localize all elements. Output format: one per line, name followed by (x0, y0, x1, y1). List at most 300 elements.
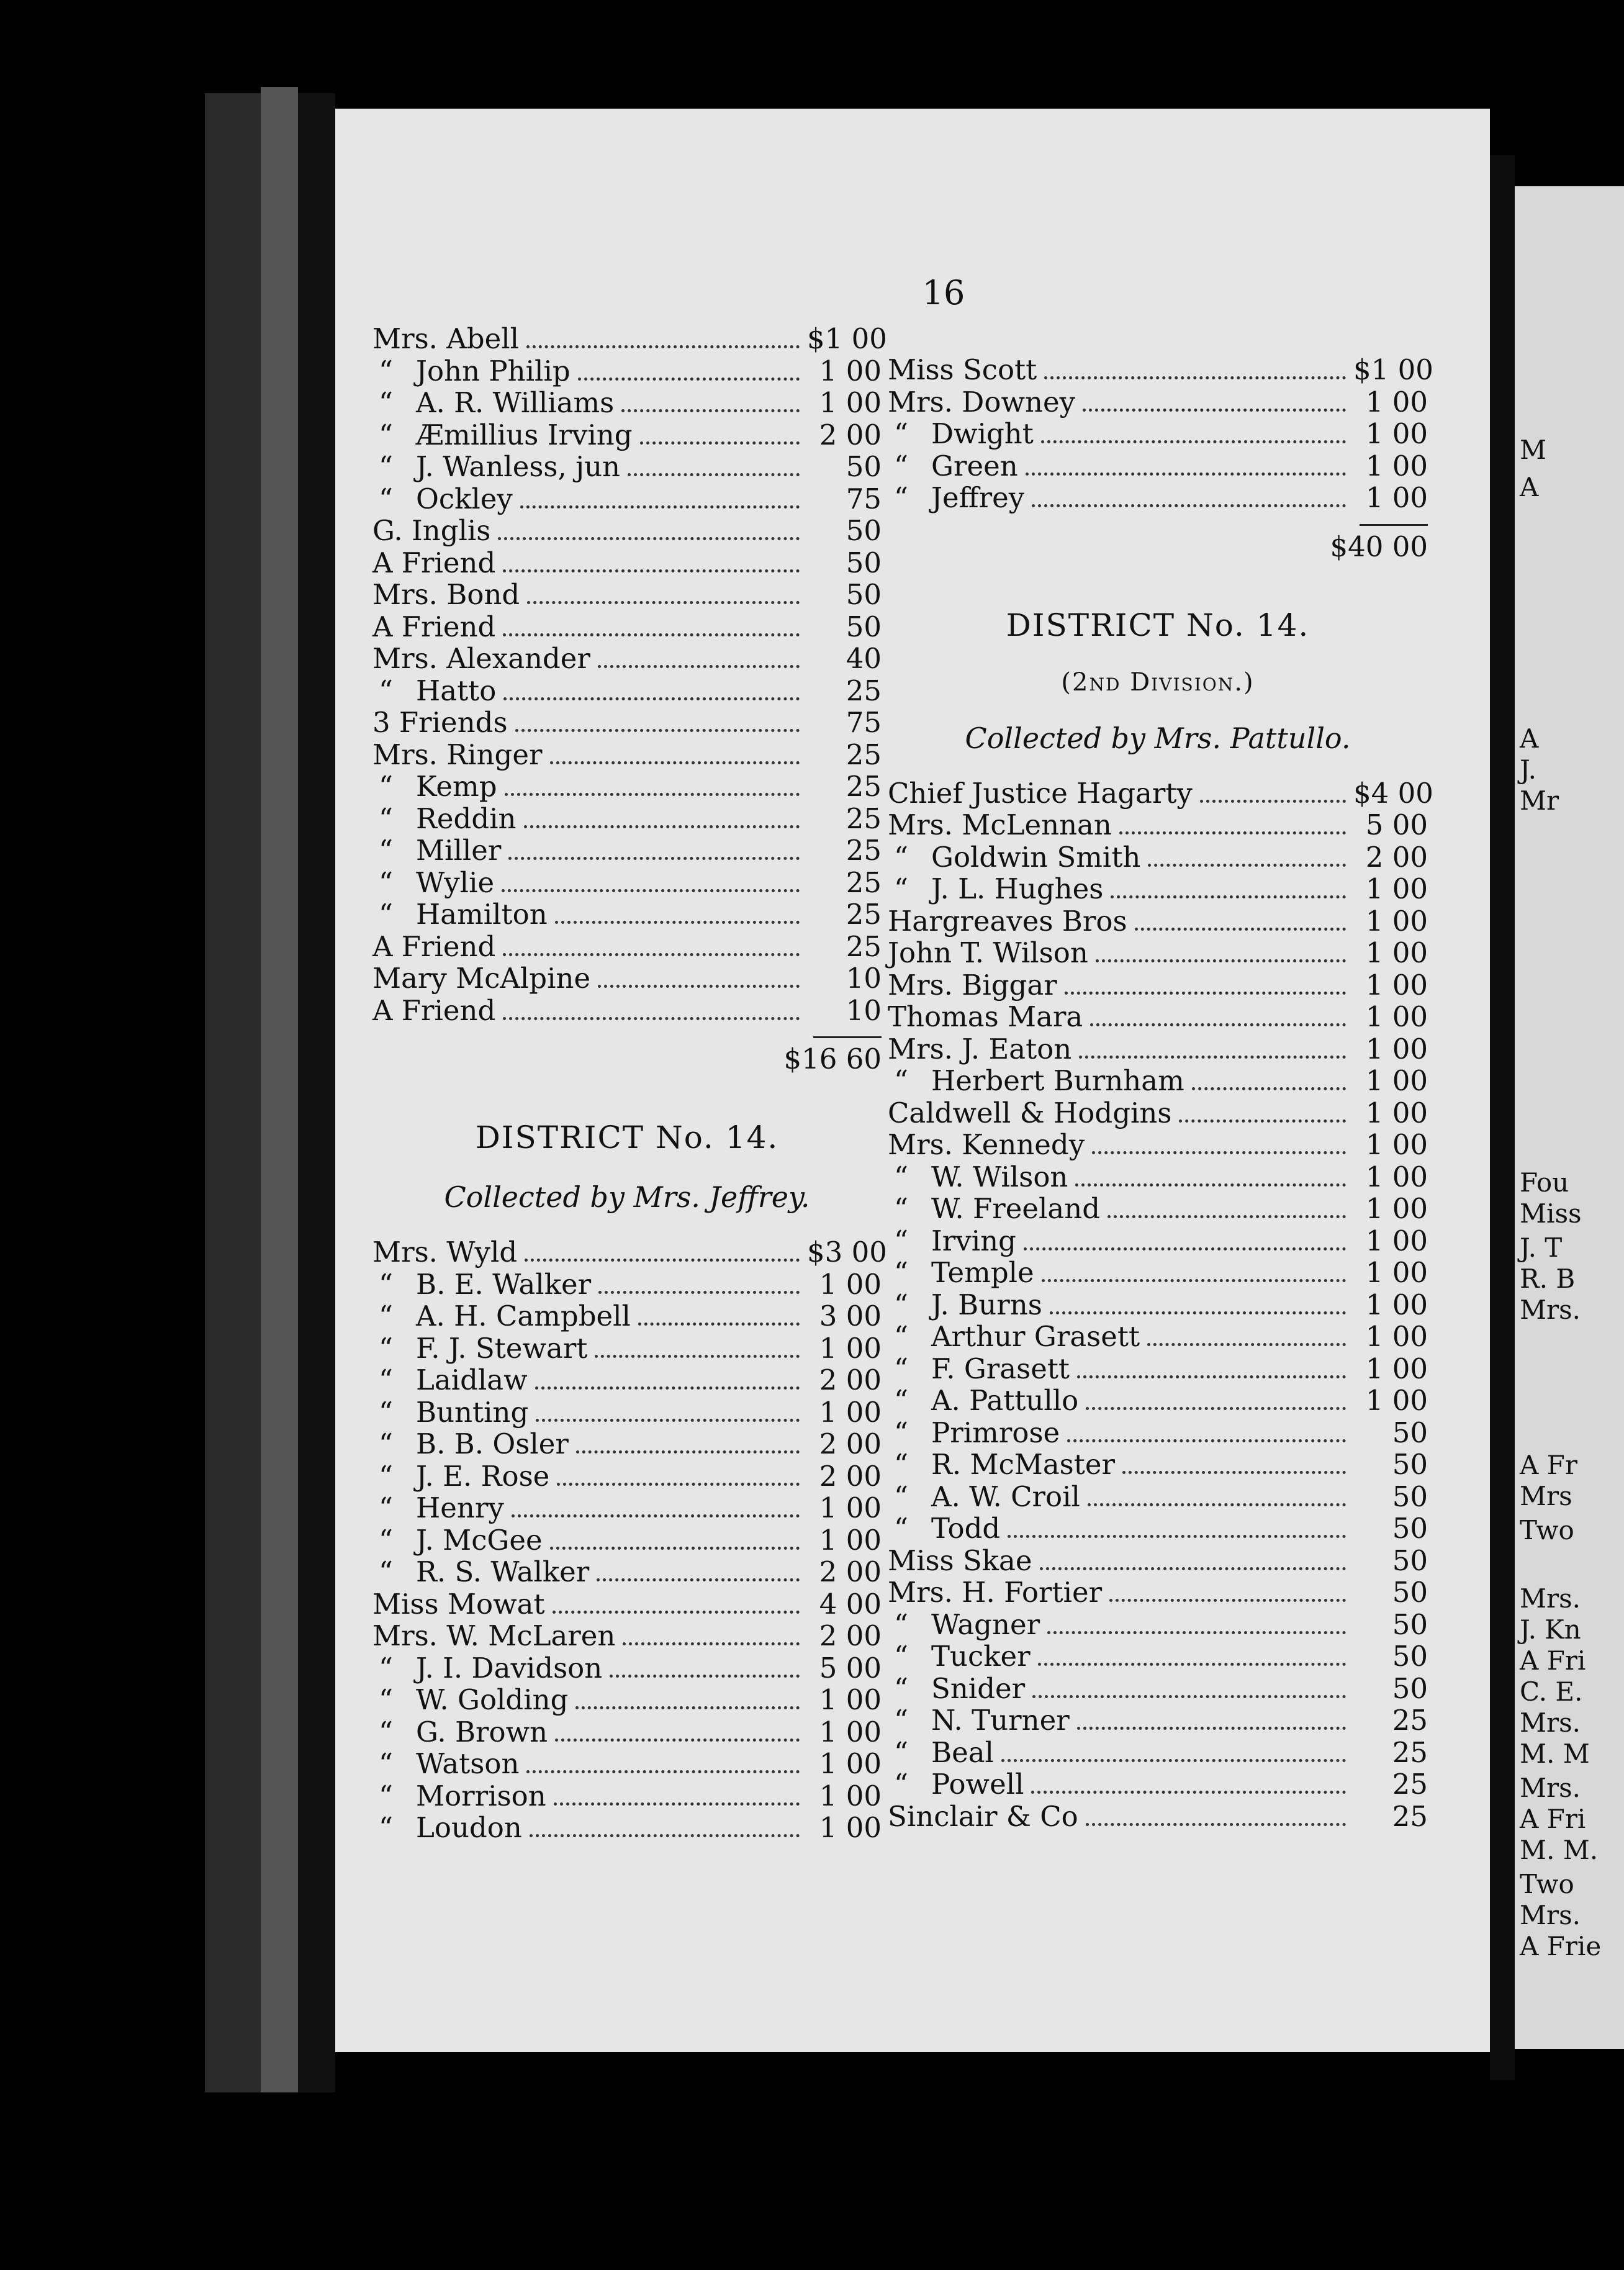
contributor-name (888, 1704, 1070, 1737)
contributor-name-text: Arthur Grasett (931, 1320, 1140, 1353)
contribution-row (888, 386, 1428, 418)
ditto-mark: “ (379, 1395, 394, 1429)
contribution-row (888, 418, 1428, 450)
contribution-row (888, 1129, 1428, 1161)
ditto-mark: “ (894, 1512, 909, 1545)
ditto-mark: “ (379, 1747, 394, 1780)
ditto-mark: “ (894, 1671, 909, 1705)
ditto-mark: “ (894, 1735, 909, 1769)
leader-dots (1024, 1247, 1346, 1250)
ditto-mark: “ (379, 418, 394, 451)
leader-dots (621, 409, 800, 412)
contributor-name (888, 418, 1034, 450)
contributor-name-text: J. E. Rose (416, 1459, 550, 1493)
contribution-amount: 25 (846, 834, 882, 867)
contributor-name-text: W. Golding (416, 1683, 569, 1716)
ditto-mark: “ (894, 1224, 909, 1257)
contribution-amount: 1 00 (1365, 968, 1428, 1002)
leader-dots (1109, 1599, 1346, 1602)
contribution-amount: 1 00 (819, 1715, 882, 1748)
contributor-name (372, 739, 543, 771)
leader-dots (1079, 1056, 1346, 1059)
contribution-row (372, 675, 882, 707)
leader-dots (575, 1706, 800, 1709)
contribution-row (372, 1236, 887, 1268)
contributor-name (888, 809, 1112, 841)
leader-dots (1179, 1119, 1346, 1123)
contributor-name-text: Watson (416, 1747, 520, 1780)
contribution-amount: 40 (846, 642, 882, 675)
ditto-mark: “ (894, 1064, 909, 1097)
contribution-amount: 1 00 (819, 386, 882, 419)
ditto-mark: “ (379, 1300, 394, 1332)
contributor-name (888, 450, 1018, 482)
contribution-row (372, 515, 882, 547)
contribution-row (372, 834, 882, 867)
next-page-fragment: A Fr (1520, 1450, 1577, 1480)
contribution-row (888, 969, 1428, 1002)
leader-dots (598, 665, 800, 668)
contributor-name (372, 1556, 589, 1588)
contributor-name (888, 1289, 1042, 1321)
leader-dots (1077, 1727, 1346, 1730)
contribution-row (372, 322, 887, 355)
ditto-mark: “ (894, 1288, 909, 1321)
contributor-name (888, 1065, 1184, 1097)
contributor-name (888, 873, 1103, 905)
contribution-row (888, 1001, 1428, 1033)
contribution-row (888, 776, 1433, 810)
contributor-name-text: Irving (931, 1224, 1016, 1257)
contribution-amount: 5 00 (819, 1651, 882, 1684)
contribution-row (372, 1620, 882, 1652)
contribution-amount: 25 (846, 738, 882, 771)
leader-dots (1038, 1663, 1346, 1666)
contribution-amount: $4 00 (1353, 776, 1433, 810)
leader-dots (520, 505, 800, 509)
contribution-amount: 2 00 (819, 1459, 882, 1493)
contributor-name (888, 1321, 1140, 1353)
next-page-fragment: Miss (1520, 1198, 1582, 1229)
contributor-name (372, 515, 490, 547)
contribution-amount: 1 00 (1365, 1032, 1428, 1065)
contributor-name-text: Mrs. Downey (888, 385, 1076, 418)
contribution-amount: 1 00 (1365, 1352, 1428, 1385)
contributor-name (372, 611, 495, 643)
contribution-amount: 1 00 (1365, 1384, 1428, 1417)
next-page-fragment: J. T (1520, 1232, 1563, 1263)
contributor-name-text: Green (931, 449, 1018, 482)
contribution-amount: 25 (846, 929, 882, 963)
contribution-amount: 25 (1392, 1735, 1428, 1769)
district-heading: DISTRICT No. 14. (475, 1119, 779, 1155)
contributor-name (372, 1780, 546, 1812)
contributor-name-text: Hamilton (416, 898, 548, 931)
contribution-amount: 1 00 (1365, 1160, 1428, 1193)
contribution-row (372, 579, 882, 611)
book-gutter (1490, 155, 1515, 2080)
next-page-edge (1515, 186, 1624, 2049)
contributor-name (372, 1524, 543, 1557)
leader-dots (555, 921, 800, 924)
contributor-name (372, 1396, 528, 1429)
contribution-amount: 1 00 (819, 1267, 882, 1301)
contributor-name (372, 323, 519, 355)
leader-dots (1041, 440, 1346, 443)
contributor-name (372, 451, 620, 483)
contribution-row (888, 353, 1433, 386)
contributor-name (888, 937, 1088, 969)
contribution-amount: 25 (846, 770, 882, 803)
contribution-row (372, 451, 882, 483)
leader-dots (576, 1450, 800, 1454)
contribution-amount: 1 00 (819, 1523, 882, 1557)
contribution-amount: 1 00 (1365, 417, 1428, 450)
leader-dots (1148, 864, 1346, 867)
page-stack-edge (261, 87, 298, 2092)
contribution-row (888, 1353, 1428, 1385)
right-entries-bottom (888, 776, 1433, 1833)
contribution-amount: 1 00 (1365, 1256, 1428, 1289)
leader-dots (498, 537, 800, 540)
contribution-row (372, 867, 882, 899)
contribution-row (888, 809, 1428, 841)
contribution-amount: 25 (1392, 1704, 1428, 1737)
contribution-amount: 25 (846, 866, 882, 899)
contributor-name-text: F. J. Stewart (416, 1331, 588, 1365)
leader-dots (503, 1017, 800, 1020)
leader-dots (1088, 1503, 1346, 1506)
contributor-name-text: F. Grasett (931, 1352, 1070, 1385)
contributor-name (372, 1652, 602, 1684)
contribution-amount: 1 00 (1365, 936, 1428, 969)
contribution-amount: 1 00 (819, 1395, 882, 1429)
leader-dots (1111, 895, 1346, 898)
ditto-mark: “ (894, 1384, 909, 1417)
contributor-name (888, 841, 1140, 874)
contribution-amount: 25 (1392, 1768, 1428, 1801)
ditto-mark: “ (379, 386, 394, 419)
contribution-row (372, 1652, 882, 1684)
ditto-mark: “ (379, 1267, 394, 1301)
leader-dots (623, 1642, 800, 1645)
ditto-mark: “ (379, 450, 394, 483)
contributor-name-text: J. Burns (931, 1288, 1042, 1321)
division-subheading: (2nd Division.) (1061, 667, 1255, 697)
contributor-name-text: Dwight (931, 417, 1034, 450)
leader-dots (1032, 504, 1346, 507)
contribution-row (888, 1801, 1428, 1833)
contributor-name (888, 1609, 1040, 1641)
contributor-name (372, 1588, 545, 1621)
next-page-fragment: R. B (1520, 1264, 1576, 1294)
ditto-mark: “ (379, 1523, 394, 1557)
contributor-name-text: Jeffrey (931, 481, 1025, 514)
contribution-row (888, 1768, 1428, 1801)
contributor-name (888, 1385, 1078, 1417)
next-page-fragment: A (1520, 723, 1539, 754)
contributor-name-text: Mrs. Kennedy (888, 1128, 1085, 1161)
next-page-fragment: Mrs (1520, 1481, 1572, 1511)
leader-dots (1026, 473, 1346, 476)
next-page-fragment: Mr (1520, 785, 1559, 816)
contributor-name (888, 1576, 1102, 1609)
contribution-row (372, 1524, 882, 1557)
contribution-row (888, 1417, 1428, 1449)
leader-dots (640, 441, 800, 445)
leader-dots (1075, 1183, 1346, 1187)
contributor-name-text: Hargreaves Bros (888, 904, 1127, 938)
contribution-row (888, 1481, 1428, 1513)
contribution-amount: 50 (846, 514, 882, 547)
ditto-mark: “ (894, 1256, 909, 1289)
contributor-name (372, 1268, 591, 1301)
contribution-row (372, 1588, 882, 1621)
contributor-name-text: Sinclair & Co (888, 1799, 1078, 1833)
contributor-name-text: Kemp (416, 770, 497, 803)
next-page-fragment: A (1520, 472, 1539, 502)
contributor-name (372, 1684, 568, 1716)
leader-dots (1086, 1823, 1346, 1826)
leader-dots (527, 601, 800, 604)
ditto-mark: “ (379, 1459, 394, 1493)
next-page-fragment: C. E. (1520, 1676, 1583, 1707)
contributor-name (372, 355, 571, 387)
leader-dots (1040, 1567, 1346, 1570)
leader-dots (1092, 1151, 1346, 1154)
contributor-name-text: A Friend (372, 546, 496, 579)
contributor-name-text: W. Wilson (931, 1160, 1068, 1193)
contributor-name-text: Mrs. H. Fortier (888, 1576, 1103, 1609)
contribution-row (888, 1737, 1428, 1769)
contribution-amount: 50 (1392, 1544, 1428, 1577)
contribution-row (888, 450, 1428, 482)
contributor-name-text: A Friend (372, 929, 496, 963)
contributor-name-text: A. R. Williams (416, 386, 615, 419)
contribution-amount: 4 00 (819, 1587, 882, 1621)
contribution-row (888, 1257, 1428, 1289)
contributor-name (372, 547, 495, 579)
contributor-name-text: R. S. Walker (416, 1555, 590, 1588)
ditto-mark: “ (894, 449, 909, 482)
leader-dots (1008, 1535, 1346, 1538)
contributor-name (888, 1161, 1068, 1193)
contribution-amount: 50 (846, 546, 882, 579)
leader-dots (536, 1419, 800, 1422)
contributor-name (372, 1812, 522, 1844)
contributor-name-text: Mrs. Alexander (372, 642, 590, 675)
contributor-name (372, 1492, 504, 1524)
contribution-row (372, 1780, 882, 1812)
leader-dots (1001, 1759, 1346, 1762)
sum-rule (1360, 524, 1428, 526)
contributor-name-text: A. H. Campbell (416, 1300, 631, 1332)
contribution-amount: 50 (1392, 1416, 1428, 1449)
next-page-fragment: Mrs. (1520, 1583, 1581, 1614)
contributor-name-text: Laidlaw (416, 1363, 528, 1396)
contribution-amount: 1 00 (819, 1747, 882, 1780)
contribution-amount: 10 (846, 962, 882, 995)
next-page-fragment: A Fri (1520, 1645, 1586, 1676)
contribution-amount: 1 00 (819, 1331, 882, 1365)
contribution-row (888, 1385, 1428, 1417)
contribution-row (888, 1225, 1428, 1257)
next-page-fragment: Fou (1520, 1167, 1569, 1198)
contributor-name (888, 1417, 1060, 1449)
contributor-name (888, 1673, 1025, 1705)
ditto-mark: “ (379, 1331, 394, 1365)
contributor-name (888, 1737, 994, 1769)
contributor-name (372, 995, 495, 1027)
contribution-row (372, 611, 882, 643)
contribution-amount: 50 (846, 578, 882, 611)
contributor-name (372, 803, 517, 835)
next-page-fragment: M. M (1520, 1739, 1590, 1769)
contributor-name-text: Mrs. Ringer (372, 738, 543, 771)
contribution-row (888, 1513, 1428, 1545)
contribution-row (372, 771, 882, 803)
contributor-name (372, 1236, 517, 1268)
contribution-row (372, 1460, 882, 1493)
contribution-amount: 1 00 (1365, 1192, 1428, 1225)
leader-dots (1083, 409, 1346, 412)
leader-dots (1065, 992, 1346, 995)
contribution-row (888, 1289, 1428, 1321)
contributor-name (372, 1332, 587, 1365)
contributor-name (372, 931, 495, 963)
leader-dots (525, 1259, 800, 1262)
contribution-amount: 1 00 (1365, 449, 1428, 482)
next-page-fragment: M (1520, 435, 1547, 465)
leader-dots (1050, 1311, 1346, 1314)
contributor-name-text: Caldwell & Hodgins (888, 1096, 1172, 1129)
contributor-name-text: 3 Friends (372, 706, 508, 739)
contribution-amount: 1 00 (819, 1779, 882, 1812)
ditto-mark: “ (379, 834, 394, 867)
contributor-name-text: Tucker (931, 1640, 1031, 1673)
collected-by: Collected by Mrs. Jeffrey. (444, 1180, 810, 1214)
ditto-mark: “ (379, 482, 394, 515)
contribution-row (372, 1428, 882, 1460)
contribution-row (372, 1684, 882, 1716)
contribution-amount: $1 00 (807, 322, 887, 355)
leader-dots (555, 1739, 800, 1742)
contributor-name (372, 1620, 615, 1652)
contributor-name (888, 1129, 1085, 1161)
contributor-name-text: John T. Wilson (888, 936, 1088, 969)
contribution-amount: 1 00 (1365, 1000, 1428, 1033)
contribution-amount: 75 (846, 482, 882, 515)
leader-dots (595, 1355, 800, 1358)
leader-dots (503, 569, 800, 572)
contribution-row (372, 1332, 882, 1365)
ditto-mark: “ (379, 1811, 394, 1844)
contributor-name-text: J. McGee (416, 1523, 543, 1557)
ditto-mark: “ (379, 1779, 394, 1812)
contributor-name-text: Powell (931, 1768, 1024, 1801)
contributor-name-text: Wagner (931, 1608, 1040, 1641)
leader-dots (526, 1770, 800, 1773)
contributor-name (888, 1640, 1031, 1673)
contributor-name-text: Loudon (416, 1811, 522, 1844)
leader-dots (1200, 800, 1346, 803)
contributor-name-text: J. L. Hughes (931, 872, 1104, 905)
next-page-fragment: Mrs. (1520, 1295, 1581, 1325)
ditto-mark: “ (379, 354, 394, 387)
leader-dots (1107, 1215, 1346, 1218)
contributor-name-text: Henry (416, 1491, 504, 1524)
next-page-fragment: Mrs. (1520, 1773, 1581, 1803)
leader-dots (553, 1611, 800, 1614)
book-spine (205, 93, 261, 2092)
contributor-name (888, 1449, 1115, 1481)
leader-dots (550, 761, 800, 764)
contributor-name (372, 707, 508, 739)
leader-dots (1047, 1631, 1346, 1634)
contribution-amount: 10 (846, 993, 882, 1027)
leader-dots (1147, 1343, 1346, 1346)
contributor-name-text: Mrs. Bond (372, 578, 520, 611)
leader-dots (503, 633, 800, 636)
contributor-name-text: J. Wanless, jun (416, 450, 621, 483)
page-stack-shadow (298, 93, 335, 2092)
leader-dots (502, 889, 800, 892)
ditto-mark: “ (894, 872, 909, 905)
contributor-name-text: Wylie (416, 866, 495, 899)
contribution-amount: 50 (1392, 1480, 1428, 1513)
leader-dots (1119, 831, 1346, 834)
contribution-amount: 1 00 (819, 1683, 882, 1716)
ditto-mark: “ (379, 1683, 394, 1716)
ditto-mark: “ (379, 1651, 394, 1684)
contributor-name (372, 898, 548, 931)
contribution-amount: 1 00 (1365, 904, 1428, 938)
contributor-name (888, 386, 1075, 418)
ditto-mark: “ (379, 1555, 394, 1588)
contribution-row (372, 739, 882, 771)
left-entries-top (372, 322, 887, 1027)
contribution-row (372, 898, 882, 931)
ditto-mark: “ (379, 1715, 394, 1748)
contributor-name-text: Todd (931, 1512, 1001, 1545)
leader-dots (638, 1323, 800, 1326)
contributor-name-text: A Friend (372, 610, 496, 643)
contributor-name-text: Goldwin Smith (931, 840, 1141, 874)
leader-dots (505, 793, 800, 796)
contribution-row (888, 937, 1428, 969)
left-column (372, 322, 887, 1844)
ditto-mark: “ (379, 674, 394, 707)
contribution-row (888, 1065, 1428, 1097)
contribution-row (888, 1161, 1428, 1193)
leader-dots (578, 378, 800, 381)
contributor-name (372, 419, 633, 451)
contribution-amount: 2 00 (819, 1363, 882, 1396)
contributor-name (888, 482, 1024, 514)
contributor-name (888, 1257, 1034, 1289)
contributor-name (888, 1225, 1016, 1257)
leader-dots (526, 345, 800, 348)
left-entries-bottom (372, 1236, 887, 1844)
contribution-row (372, 1268, 882, 1301)
contributor-name (372, 1300, 631, 1332)
contribution-amount: 1 00 (1365, 872, 1428, 905)
ditto-mark: “ (894, 1704, 909, 1737)
contributor-name (372, 1428, 569, 1460)
ditto-mark: “ (894, 1608, 909, 1641)
contribution-row (372, 1556, 882, 1588)
contribution-amount: 50 (1392, 1671, 1428, 1705)
